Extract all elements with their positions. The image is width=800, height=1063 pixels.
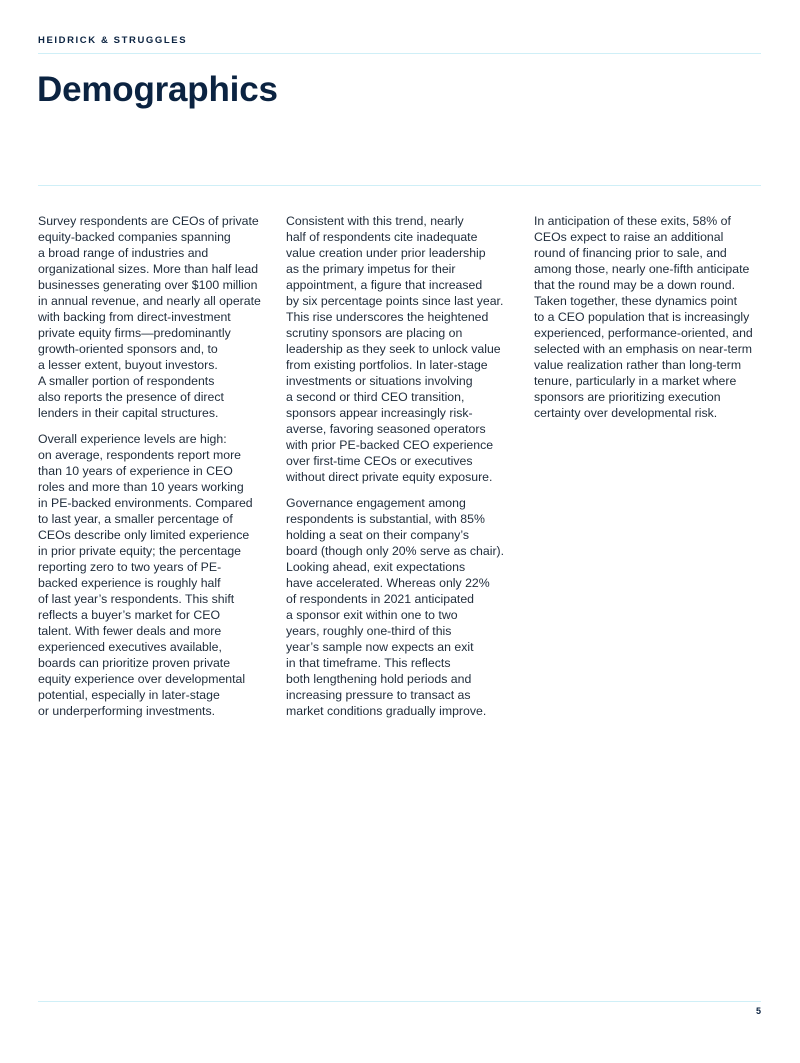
column-3 xyxy=(534,213,762,729)
title-divider xyxy=(38,185,761,186)
page-number: 5 xyxy=(755,1006,761,1016)
body-columns xyxy=(38,213,762,729)
column-1 xyxy=(38,213,266,729)
paragraph: In anticipation of these exits, 58% of CEOs expect to raise an additional round of financing prior to sale, and among those, nearly one-fifth anticipate that the round may be a down round. Taken together, these dynamics point to a CEO population that is increasingly experienced, performance-oriented, and selected with an emphasis on near-term value realization rather than long-term tenure, particularly in a market where sponsors are prioritizing execution certainty over developmental risk. xyxy=(534,214,753,420)
paragraph: Governance engagement among respondents is substantial, with 85% holding a seat on their company’s board (though only 20% serve as chair). Looking ahead, exit expectations have accelerated. Whereas only 22% of respondents in 2021 anticipated a sponsor exit within one to two years, roughly one-third of this year’s sample now expects an exit in that timeframe. This reflects both lengthening hold periods and increasing pressure to transact as market conditions gradually improve. xyxy=(286,496,505,718)
header-divider xyxy=(38,53,761,54)
paragraph: Overall experience levels are high: on average, respondents report more than 10 years of experience in CEO roles and more than 10 years working in PE-backed environments. Compared to last year, a smaller percentage of CEOs describe only limited experience in prior private equity; the percentage reporting zero to two years of PE- backed experience is roughly half of last year’s respondents. This shift reflects a buyer’s market for CEO talent. With fewer deals and more experienced executives available, boards can prioritize proven private equity experience over developmental potential, especially in later-stage or underperforming investments. xyxy=(38,432,253,718)
page-title: Demographics xyxy=(37,70,278,109)
footer-divider xyxy=(38,1001,761,1002)
column-2 xyxy=(286,213,514,729)
brand-header: HEIDRICK & STRUGGLES xyxy=(38,35,188,46)
paragraph: Consistent with this trend, nearly half of respondents cite inadequate value creation under prior leadership as the primary impetus for their appointment, a figure that increased by six percentage points since last year. This rise underscores the heightened scrutiny sponsors are placing on leadership as they seek to unlock value from existing portfolios. In later-stage investments or situations involving a second or third CEO transition, sponsors appear increasingly risk- averse, favoring seasoned operators with prior PE-backed CEO experience over first-time CEOs or executives without direct private equity exposure. xyxy=(286,214,504,484)
paragraph: Survey respondents are CEOs of private equity-backed companies spanning a broad range of industries and organizational sizes. More than half lead businesses generating over $100 million in annual revenue, and nearly all operate with backing from direct-investment private equity firms—predominantly growth-oriented sponsors and, to a lesser extent, buyout investors. A smaller portion of respondents also reports the presence of direct lenders in their capital structures. xyxy=(38,214,261,420)
